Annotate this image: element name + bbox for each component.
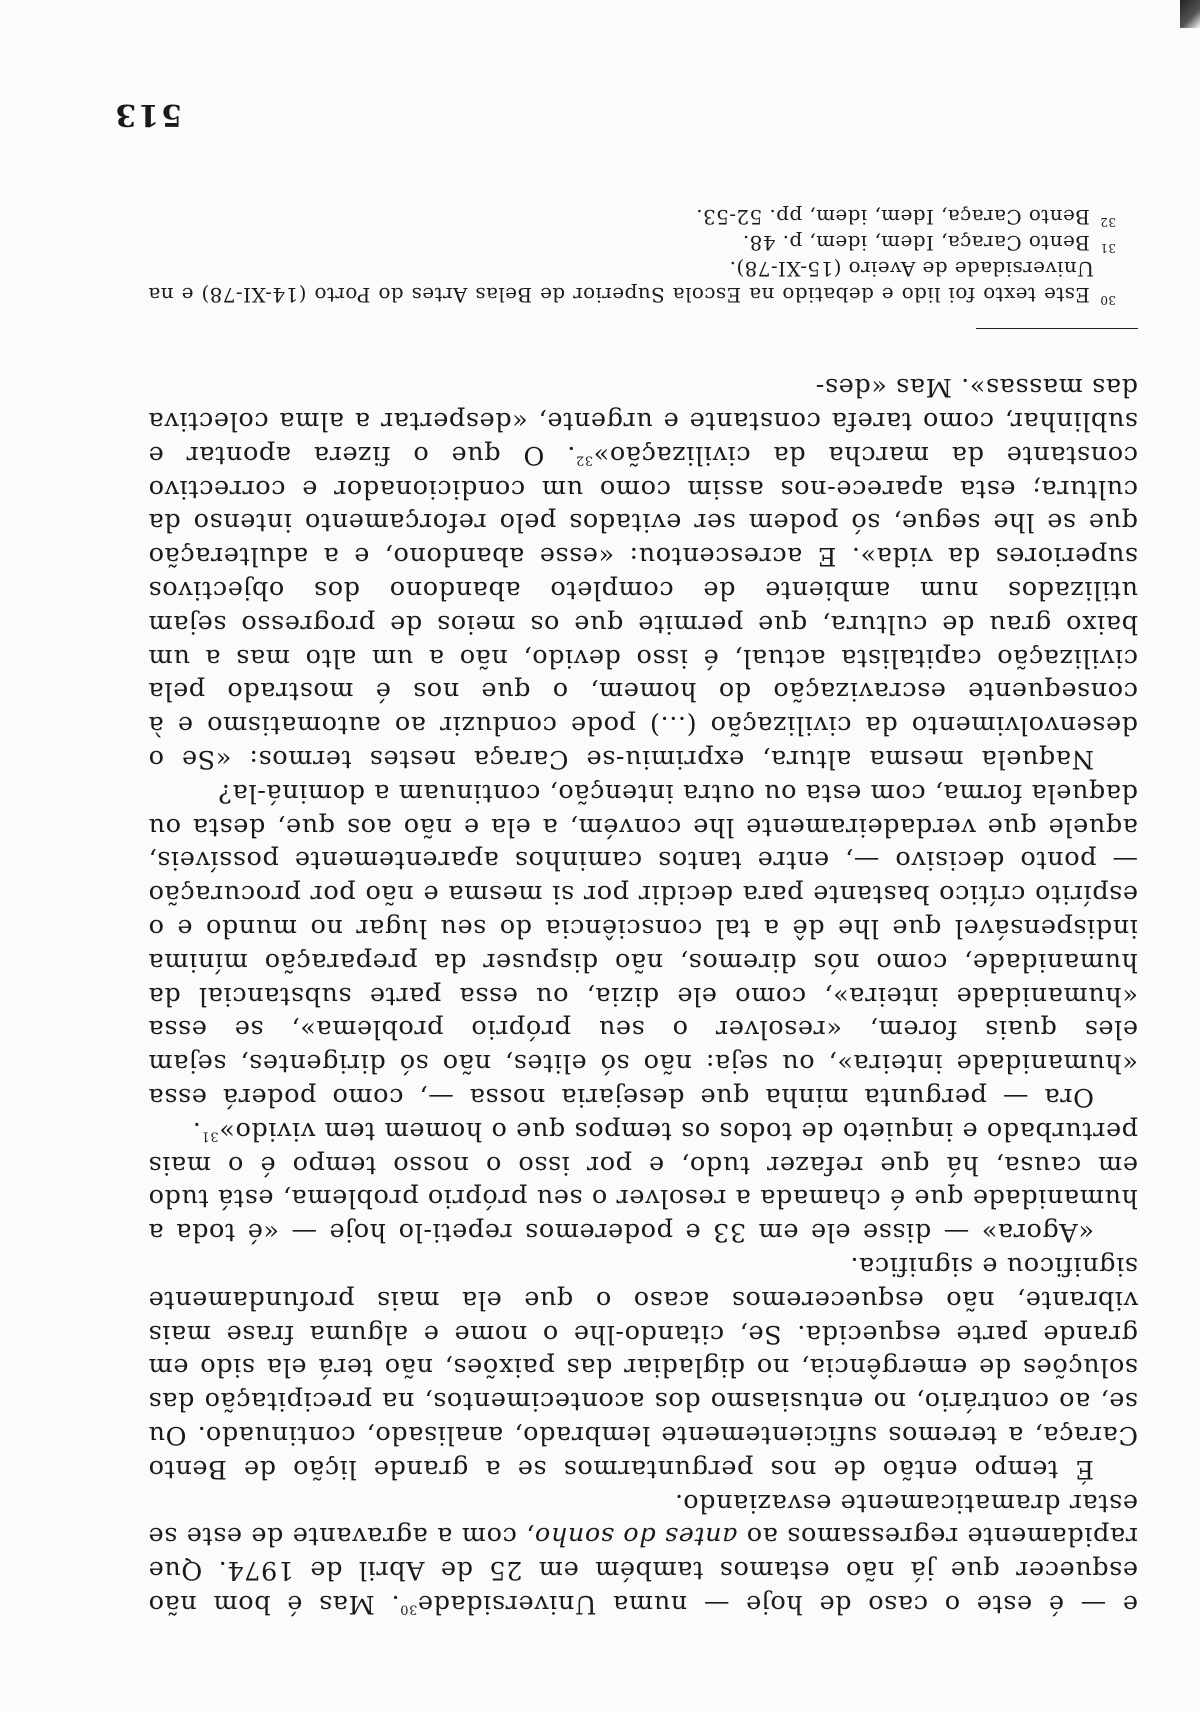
text-run: . O que o fizera apontar e sublinhar, como tarefa constante e urgente, «despertar a alma colectiva das massas». Mas «des- bbox=[148, 372, 1138, 470]
footnote bbox=[148, 204, 1138, 230]
text-run: . Mas é bom não esquecer que já não estamos também em 25 de Abril de 1974. Que rapidamente regressamos ao bbox=[148, 1521, 1138, 1619]
footnote-number: 30 bbox=[1099, 292, 1116, 307]
paragraph bbox=[148, 370, 1138, 776]
italic-phrase: antes do sonho bbox=[534, 1521, 738, 1552]
footnote-text: Bento Caraça, Idem, idem, p. 48. bbox=[742, 231, 1090, 255]
paragraph bbox=[148, 1248, 1138, 1485]
text-run: . bbox=[192, 1115, 201, 1146]
footnote-ref: 31 bbox=[200, 1128, 219, 1144]
text-run: É tempo então de nos perguntarmos se a grande lição de Bento Caraça, a teremos suficientemente lembrado, analisado, continuado. Ou se, ao contrário, no entusiasmo dos acontecimentos, na precipitação das soluções de emergência, no digladiar das paixões, não terá ela sido em grande parte esquecida. Se, citando-lhe o nome e alguma frase mais vibrante, não esqueceremos acaso o que ela mais profundamente significou e significa. bbox=[148, 1251, 1138, 1484]
paragraph bbox=[148, 1113, 1138, 1248]
footnote-number: 32 bbox=[1099, 214, 1116, 229]
footnote bbox=[148, 230, 1138, 256]
text-run: «Agora» — disse ele em 33 e poderemos repeti-lo hoje — «é toda a humanidade que é chamada a resolver o seu próprio problema, está tudo em causa, há que refazer tudo, e por isso o nosso tempo é o mais perturbado e inquieto de todos os tempos que o homem tem vivido» bbox=[148, 1115, 1138, 1248]
footnote-text: Este texto foi lido e debatido na Escola Superior de Belas Artes do Porto (14-XI-78) e na Universidade de Aveiro (15-XI-78). bbox=[148, 257, 1094, 307]
text-run: e — é este o caso de hoje — numa Universidade bbox=[417, 1589, 1138, 1619]
paragraph bbox=[148, 1485, 1138, 1620]
text-run: Naquela mesma altura, exprimiu-se Caraça nestes termos: «Se o desenvolvimento da civilização (...) pode conduzir ao automatismo e à consequente escravização do homem, o que nos é mostrado pela civilização capitalista actual, é isso devido, não a um alto mas a um baixo grau de cultura, que permite que os meios de progresso sejam utilizados num ambiente de completo abandono dos objectivos superiores da vida». E acrescentou: «esse abandono, e a adulteração que se lhe segue, só podem ser evitados pelo reforçamento intenso da cultura; esta aparece-nos assim como um condicionador e correctivo constante da marcha da civilização» bbox=[148, 439, 1138, 775]
paragraph bbox=[148, 775, 1138, 1113]
footnote-separator bbox=[976, 328, 1138, 329]
footnote bbox=[148, 256, 1138, 308]
page-number: 513 bbox=[113, 97, 182, 132]
footnote-ref: 30 bbox=[399, 1601, 418, 1617]
main-text bbox=[148, 370, 1138, 1620]
text-run: , com a agravante de este se estar dramaticamente esvaziando. bbox=[147, 1487, 1138, 1552]
footnotes bbox=[148, 204, 1138, 308]
text-run: Ora — pergunta minha que desejaria nossa —, como poderá essa «humanidade inteira», ou seja: não só elites, não só dirigentes, sejam eles quais forem, «resolver o seu próprio problema», se essa «humanidade inteira», como ele dizia, ou essa parte substancial da humanidade, como nós diremos, não dispuser da preparação mínima indispensável que lhe dê a tal consciência do seu lugar no mundo e o espírito crítico bastante para decidir por si mesma e não por procuração — ponto decisivo —, entre tantos caminhos aparentemente possíveis, aquele que verdadeiramente lhe convém, a ela e não aos que, desta ou daquela forma, com esta ou outra intenção, continuam a dominá-la? bbox=[148, 777, 1138, 1113]
footnote-number: 31 bbox=[1099, 240, 1116, 255]
footnote-text: Bento Caraça, Idem, idem, pp. 52-53. bbox=[695, 205, 1090, 229]
footnote-ref: 32 bbox=[575, 452, 594, 468]
